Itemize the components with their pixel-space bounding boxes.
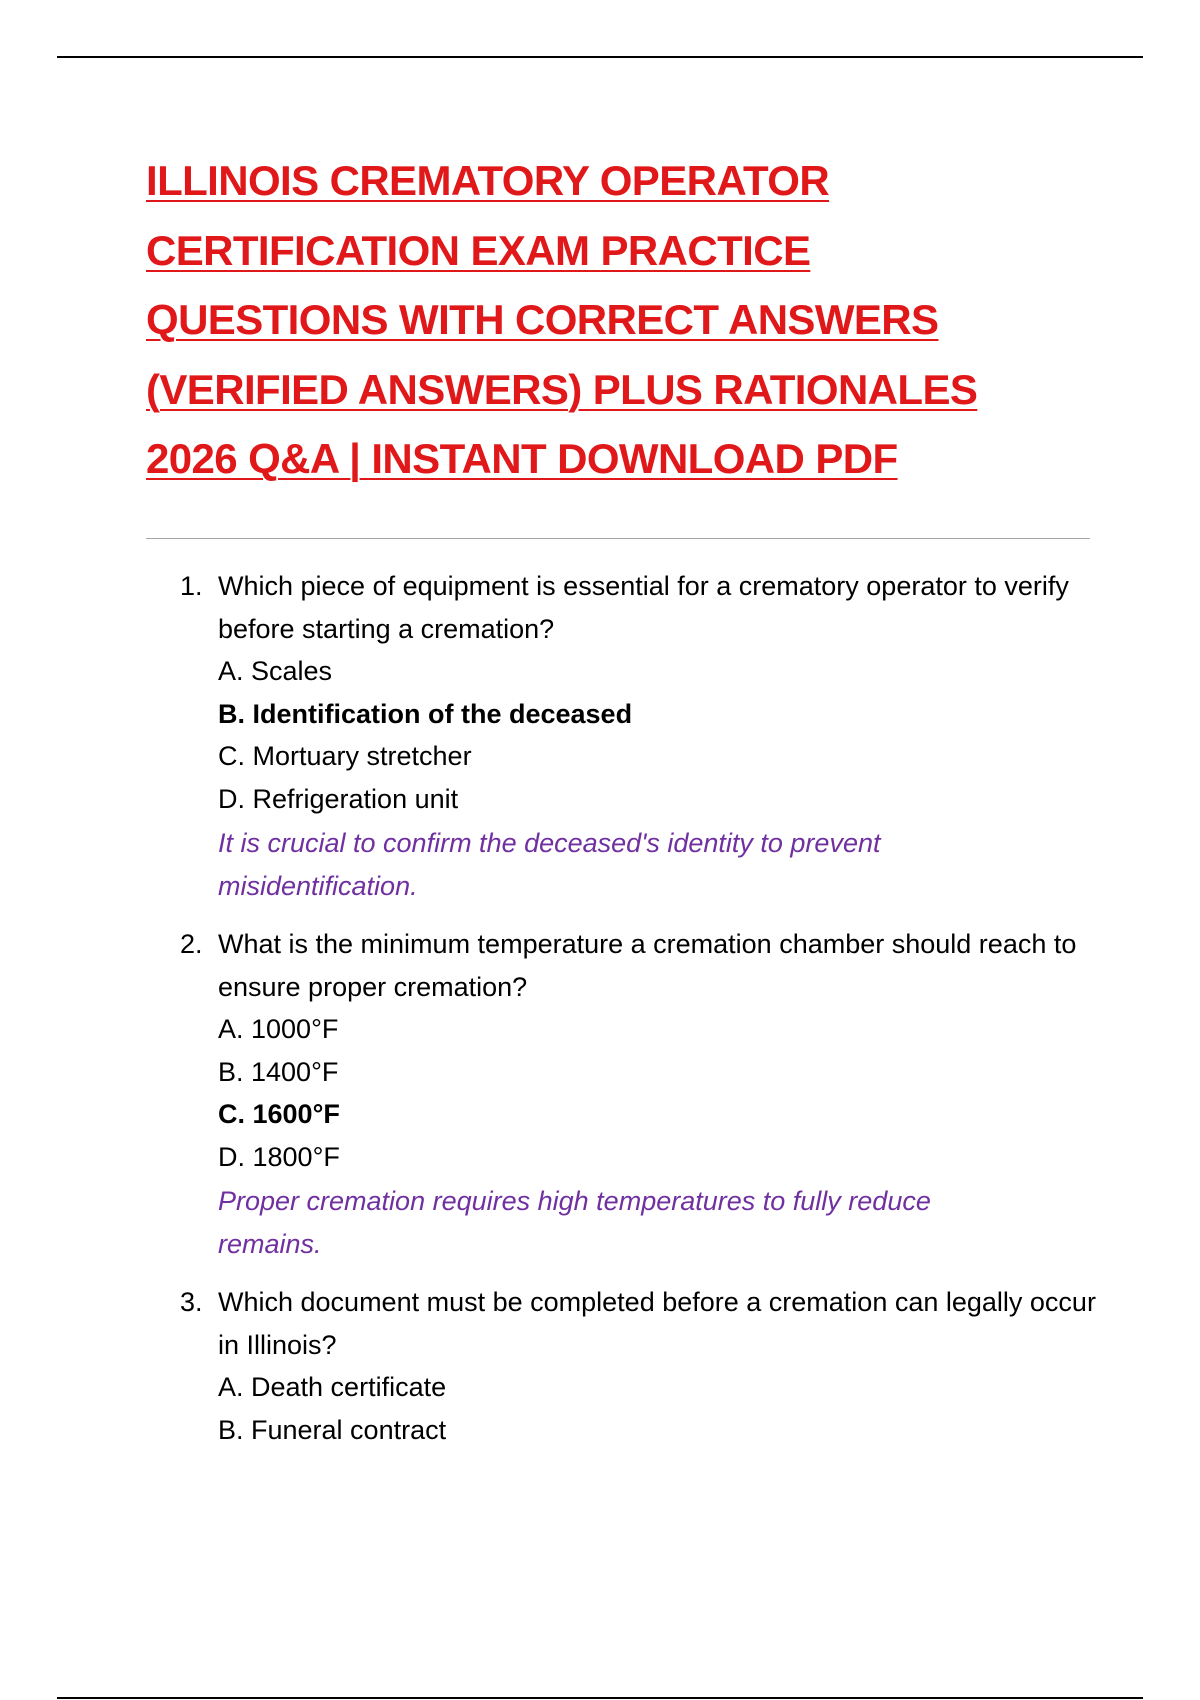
question-number: 3. — [180, 1287, 203, 1317]
question-text: Which piece of equipment is essential for a crematory operator to verify before starting a cremation? — [218, 571, 1069, 644]
answer-option: A. 1000°F — [218, 1014, 339, 1044]
question-item — [0, 923, 1200, 1265]
correct-answer-option: C. 1600°F — [218, 1099, 340, 1129]
question-number: 2. — [180, 929, 203, 959]
answer-option: B. 1400°F — [218, 1056, 339, 1087]
title-line: 2026 Q&A | INSTANT DOWNLOAD PDF — [146, 435, 898, 482]
answer-option: D. Refrigeration unit — [218, 783, 459, 814]
correct-answer-option: B. Identification of the deceased — [218, 698, 633, 729]
question-item — [0, 1281, 1200, 1451]
answer-option: D. 1800°F — [218, 1141, 340, 1172]
question-item — [0, 565, 1200, 907]
document-title — [146, 146, 1106, 494]
title-line: CERTIFICATION EXAM PRACTICE — [146, 226, 811, 274]
answer-option: C. Mortuary stretcher — [218, 741, 472, 771]
question-text: Which document must be completed before a cremation can legally occur in Illinois? — [218, 1287, 1096, 1360]
top-rule — [57, 56, 1143, 58]
answer-option: B. Funeral contract — [218, 1414, 447, 1445]
question-list — [0, 565, 1200, 1467]
question-text: What is the minimum temperature a cremation chamber should reach to ensure proper cremation? — [218, 929, 1077, 1002]
title-line: QUESTIONS WITH CORRECT ANSWERS — [146, 296, 939, 343]
bottom-rule — [57, 1697, 1143, 1699]
answer-option: A. Scales — [218, 656, 333, 686]
answer-rationale: It is crucial to confirm the deceased's identity to prevent misidentification. — [218, 828, 881, 901]
title-line: (VERIFIED ANSWERS) PLUS RATIONALES — [146, 365, 978, 413]
section-divider — [146, 538, 1090, 539]
answer-rationale: Proper cremation requires high temperatures to fully reduce remains. — [218, 1186, 931, 1259]
question-number: 1. — [180, 571, 203, 601]
title-line: ILLINOIS CREMATORY OPERATOR — [146, 157, 830, 204]
answer-option: A. Death certificate — [218, 1372, 447, 1402]
